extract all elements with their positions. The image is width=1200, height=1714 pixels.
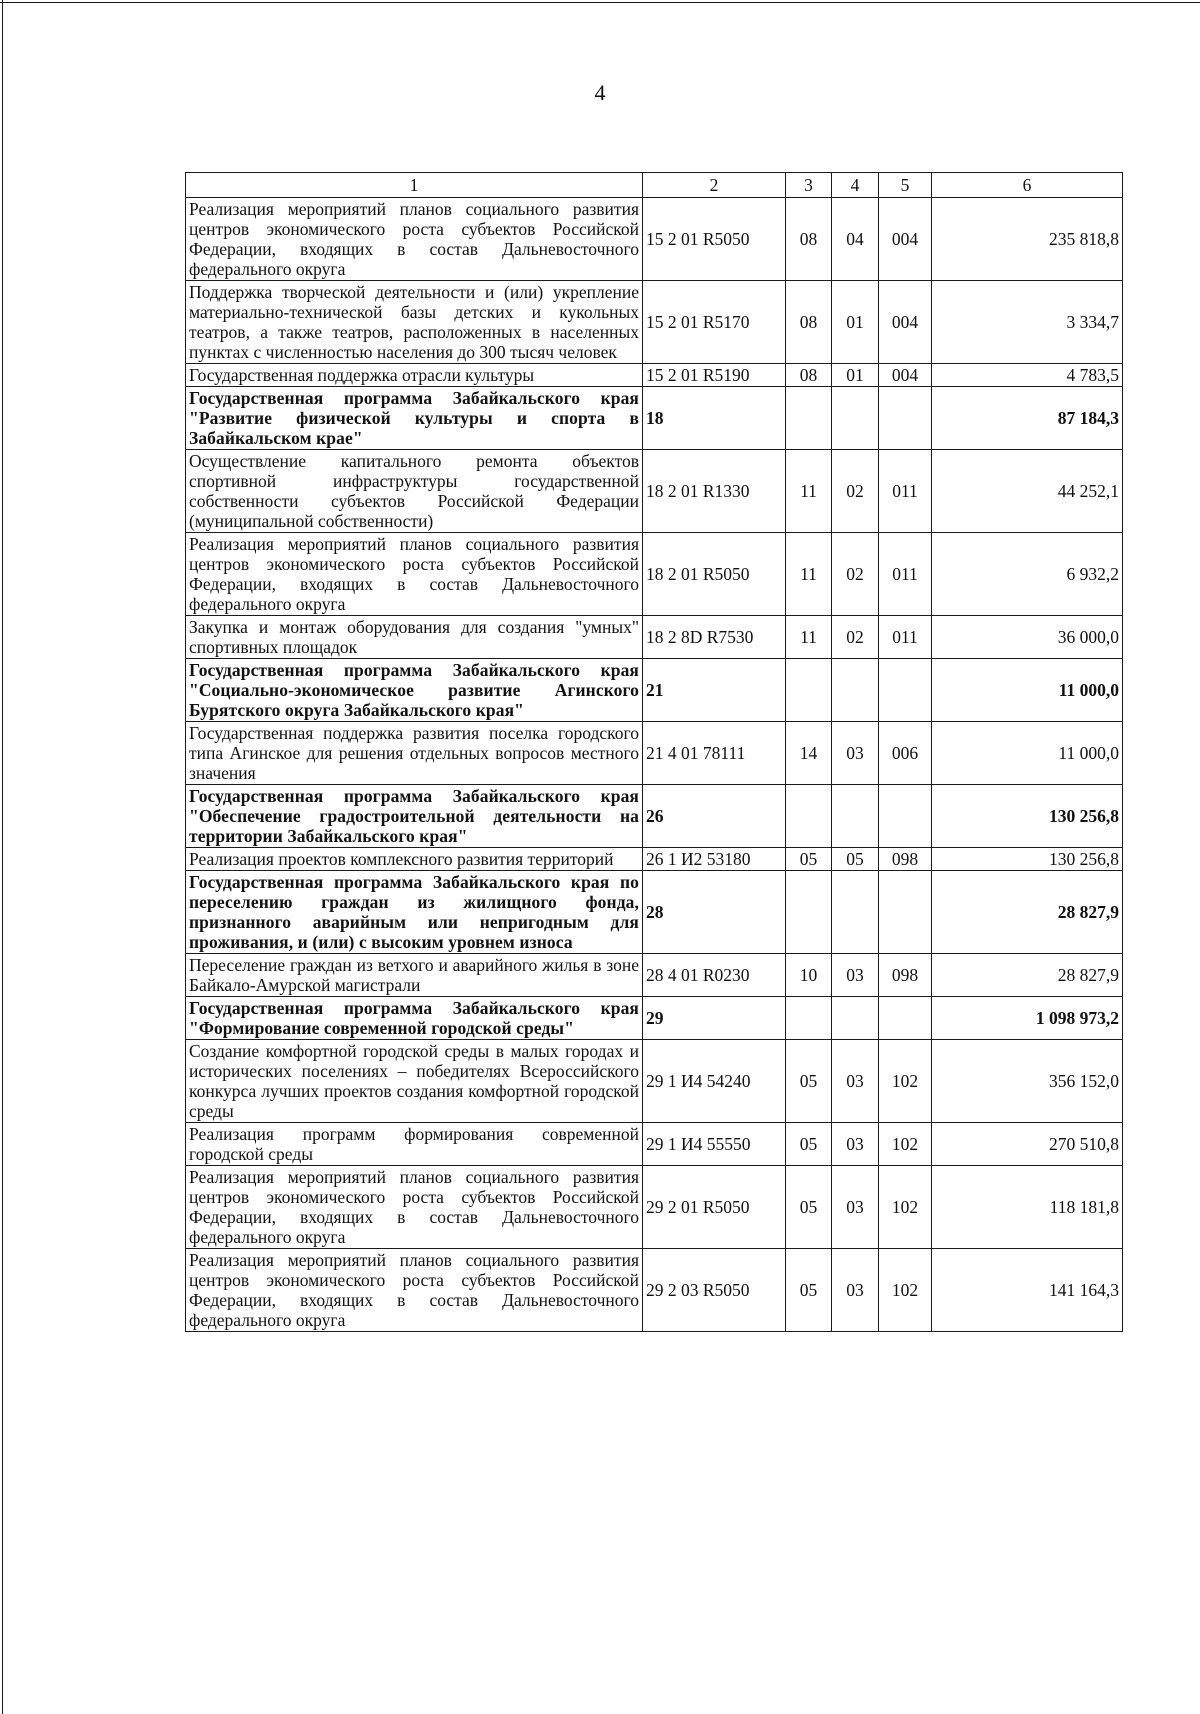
row-name: Закупка и монтаж оборудования для создания "умных" спортивных площадок [186, 616, 643, 659]
row-name: Государственная поддержка отрасли культуры [186, 364, 643, 387]
row-col-5: 006 [879, 722, 932, 785]
row-code: 29 2 01 R5050 [643, 1166, 786, 1249]
row-sum: 11 000,0 [932, 722, 1123, 785]
row-col-3 [786, 387, 832, 450]
row-sum: 44 252,1 [932, 450, 1123, 533]
row-col-4: 04 [832, 198, 879, 281]
row-col-3: 05 [786, 1166, 832, 1249]
table-body [186, 198, 1123, 1332]
row-col-3: 05 [786, 1040, 832, 1123]
row-name: Переселение граждан из ветхого и аварийного жилья в зоне Байкало-Амурской магистрали [186, 954, 643, 997]
budget-table [185, 172, 1123, 1332]
row-col-5: 102 [879, 1166, 932, 1249]
row-col-3: 08 [786, 364, 832, 387]
row-name: Реализация мероприятий планов социального развития центров экономического роста субъектов Российской Федерации, входящих в состав Дальневосточного федерального округа [186, 533, 643, 616]
row-code: 21 [643, 659, 786, 722]
row-col-5 [879, 785, 932, 848]
row-sum: 28 827,9 [932, 954, 1123, 997]
header-col-5: 5 [879, 173, 932, 198]
header-col-6: 6 [932, 173, 1123, 198]
row-col-5 [879, 997, 932, 1040]
row-col-3: 05 [786, 1123, 832, 1166]
row-col-3: 14 [786, 722, 832, 785]
row-name: Реализация мероприятий планов социального развития центров экономического роста субъектов Российской Федерации, входящих в состав Дальневосточного федерального округа [186, 1249, 643, 1332]
row-name: Поддержка творческой деятельности и (или) укрепление материально-технической базы детских и кукольных театров, а также театров, расположенных в населенных пунктах с численностью населения до 300 тысяч человек [186, 281, 643, 364]
row-sum: 1 098 973,2 [932, 997, 1123, 1040]
row-code: 29 1 И4 54240 [643, 1040, 786, 1123]
row-name: Государственная программа Забайкальского края "Развитие физической культуры и спорта в Забайкальском крае" [186, 387, 643, 450]
table-row [186, 533, 1123, 616]
row-code: 15 2 01 R5170 [643, 281, 786, 364]
table-row [186, 450, 1123, 533]
row-code: 29 1 И4 55550 [643, 1123, 786, 1166]
row-col-4: 03 [832, 1040, 879, 1123]
table-row [186, 659, 1123, 722]
row-col-4 [832, 659, 879, 722]
row-col-5: 004 [879, 198, 932, 281]
row-code: 15 2 01 R5190 [643, 364, 786, 387]
row-col-5: 011 [879, 450, 932, 533]
row-col-3 [786, 785, 832, 848]
row-code: 15 2 01 R5050 [643, 198, 786, 281]
row-col-5 [879, 659, 932, 722]
row-col-4 [832, 871, 879, 954]
table-row [186, 1249, 1123, 1332]
row-name: Реализация проектов комплексного развития территорий [186, 848, 643, 871]
table-row [186, 364, 1123, 387]
row-sum: 6 932,2 [932, 533, 1123, 616]
row-name: Создание комфортной городской среды в малых городах и исторических поселениях – победителях Всероссийского конкурса лучших проектов создания комфортной городской среды [186, 1040, 643, 1123]
header-row [186, 173, 1123, 198]
table-row [186, 954, 1123, 997]
row-sum: 87 184,3 [932, 387, 1123, 450]
row-col-3: 08 [786, 281, 832, 364]
row-code: 29 [643, 997, 786, 1040]
row-col-3: 05 [786, 1249, 832, 1332]
row-code: 18 2 8D R7530 [643, 616, 786, 659]
row-name: Государственная программа Забайкальского края "Формирование современной городской среды" [186, 997, 643, 1040]
row-col-4: 03 [832, 1123, 879, 1166]
row-code: 26 [643, 785, 786, 848]
row-col-3 [786, 997, 832, 1040]
row-col-3 [786, 871, 832, 954]
row-name: Реализация мероприятий планов социального развития центров экономического роста субъектов Российской Федерации, входящих в состав Дальневосточного федерального округа [186, 1166, 643, 1249]
table-row [186, 198, 1123, 281]
row-col-4: 01 [832, 364, 879, 387]
table-row [186, 722, 1123, 785]
row-sum: 118 181,8 [932, 1166, 1123, 1249]
row-name: Государственная поддержка развития поселка городского типа Агинское для решения отдельных вопросов местного значения [186, 722, 643, 785]
table-row [186, 387, 1123, 450]
row-col-3: 08 [786, 198, 832, 281]
row-col-5: 098 [879, 954, 932, 997]
table-row [186, 281, 1123, 364]
row-col-4: 03 [832, 954, 879, 997]
row-col-3 [786, 659, 832, 722]
row-col-5: 102 [879, 1249, 932, 1332]
row-code: 29 2 03 R5050 [643, 1249, 786, 1332]
row-col-3: 11 [786, 450, 832, 533]
row-code: 18 2 01 R5050 [643, 533, 786, 616]
row-col-4: 03 [832, 722, 879, 785]
row-sum: 141 164,3 [932, 1249, 1123, 1332]
row-col-4: 02 [832, 533, 879, 616]
row-name: Осуществление капитального ремонта объектов спортивной инфраструктуры государственной собственности субъектов Российской Федерации (муниципальной собственности) [186, 450, 643, 533]
row-name: Государственная программа Забайкальского края "Социально-экономическое развитие Агинского Бурятского округа Забайкальского края" [186, 659, 643, 722]
row-name: Государственная программа Забайкальского края по переселению граждан из жилищного фонда, признанного аварийным или непригодным для проживания, и (или) с высоким уровнем износа [186, 871, 643, 954]
row-code: 26 1 И2 53180 [643, 848, 786, 871]
row-col-4: 01 [832, 281, 879, 364]
row-col-5: 011 [879, 533, 932, 616]
row-col-4 [832, 785, 879, 848]
row-sum: 130 256,8 [932, 848, 1123, 871]
row-col-4: 03 [832, 1249, 879, 1332]
table-row [186, 1123, 1123, 1166]
row-col-3: 11 [786, 533, 832, 616]
row-col-4: 02 [832, 616, 879, 659]
row-sum: 235 818,8 [932, 198, 1123, 281]
row-col-5: 098 [879, 848, 932, 871]
row-sum: 130 256,8 [932, 785, 1123, 848]
table-row [186, 848, 1123, 871]
table-row [186, 616, 1123, 659]
row-col-4 [832, 997, 879, 1040]
scan-edge-left [2, 0, 3, 1714]
row-code: 28 [643, 871, 786, 954]
row-name: Реализация программ формирования современной городской среды [186, 1123, 643, 1166]
row-col-5: 004 [879, 364, 932, 387]
row-col-3: 10 [786, 954, 832, 997]
row-sum: 270 510,8 [932, 1123, 1123, 1166]
row-name: Государственная программа Забайкальского края "Обеспечение градостроительной деятельности на территории Забайкальского края" [186, 785, 643, 848]
row-code: 18 [643, 387, 786, 450]
table-row [186, 1166, 1123, 1249]
table-row [186, 997, 1123, 1040]
row-col-5: 102 [879, 1040, 932, 1123]
header-col-4: 4 [832, 173, 879, 198]
row-col-5 [879, 871, 932, 954]
row-sum: 11 000,0 [932, 659, 1123, 722]
header-col-3: 3 [786, 173, 832, 198]
row-col-5: 004 [879, 281, 932, 364]
row-code: 18 2 01 R1330 [643, 450, 786, 533]
header-col-2: 2 [643, 173, 786, 198]
row-col-5: 102 [879, 1123, 932, 1166]
scan-edge-top [0, 2, 1200, 3]
row-sum: 4 783,5 [932, 364, 1123, 387]
row-col-4: 05 [832, 848, 879, 871]
row-code: 21 4 01 78111 [643, 722, 786, 785]
table-row [186, 871, 1123, 954]
table-row [186, 785, 1123, 848]
row-col-5: 011 [879, 616, 932, 659]
header-col-1: 1 [186, 173, 643, 198]
row-col-4 [832, 387, 879, 450]
row-sum: 356 152,0 [932, 1040, 1123, 1123]
table-row [186, 1040, 1123, 1123]
row-col-3: 05 [786, 848, 832, 871]
row-col-4: 02 [832, 450, 879, 533]
row-col-5 [879, 387, 932, 450]
row-col-3: 11 [786, 616, 832, 659]
row-sum: 3 334,7 [932, 281, 1123, 364]
row-name: Реализация мероприятий планов социального развития центров экономического роста субъектов Российской Федерации, входящих в состав Дальневосточного федерального округа [186, 198, 643, 281]
page-number: 4 [594, 80, 606, 105]
row-sum: 28 827,9 [932, 871, 1123, 954]
row-col-4: 03 [832, 1166, 879, 1249]
row-sum: 36 000,0 [932, 616, 1123, 659]
row-code: 28 4 01 R0230 [643, 954, 786, 997]
